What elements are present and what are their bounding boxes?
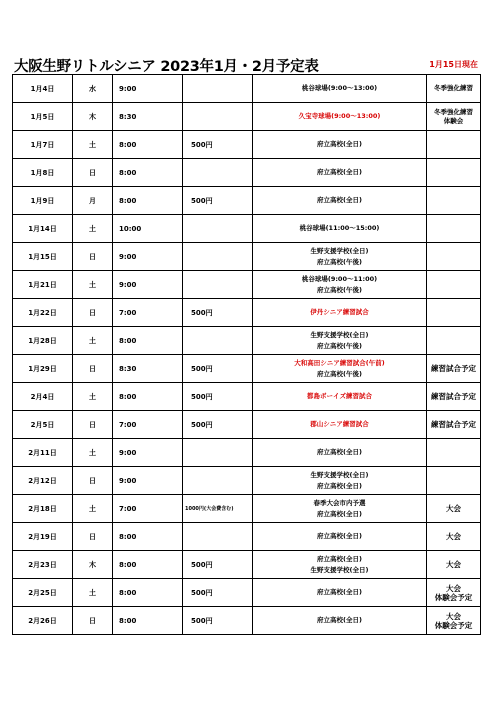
fee-cell: [183, 103, 253, 131]
title-row: [12, 54, 480, 74]
weekday-cell: 土: [73, 383, 113, 411]
location-line: 大和高田シニア練習試合(午前): [294, 358, 385, 367]
location-line: 郡山シニア練習試合: [310, 420, 369, 428]
location-line: 生野支援学校(全日): [310, 246, 369, 255]
meet-time-cell: 7:00: [113, 411, 183, 439]
table-row: [13, 579, 481, 607]
location-line: 府立高校(全日): [317, 481, 362, 490]
location-cell: [253, 467, 427, 495]
date-cell: 1月29日: [13, 355, 73, 383]
table-row: [13, 439, 481, 467]
table-row: [13, 75, 481, 103]
table-row: [13, 551, 481, 579]
remark-line: 練習試合予定: [431, 392, 476, 401]
location-line: 府立高校(全日): [317, 140, 362, 148]
table-row: [13, 355, 481, 383]
remarks-cell: [427, 495, 481, 523]
remarks-cell: [427, 271, 481, 299]
remarks-cell: [427, 159, 481, 187]
fee-cell: 1000円(大会費含む): [183, 495, 253, 523]
fee-cell: 500円: [183, 607, 253, 635]
location-line: 府立高校(全日): [317, 196, 362, 204]
location-line: 府立高校(全日): [317, 168, 362, 176]
meet-time-cell: 8:00: [113, 579, 183, 607]
weekday-cell: 日: [73, 467, 113, 495]
location-cell: [253, 579, 427, 607]
weekday-cell: 日: [73, 243, 113, 271]
schedule-title: 大阪生野リトルシニア 2023年1月・2月予定表: [14, 59, 319, 75]
weekday-cell: 木: [73, 103, 113, 131]
date-cell: 1月4日: [13, 75, 73, 103]
table-row: [13, 187, 481, 215]
table-row: [13, 523, 481, 551]
location-cell: [253, 523, 427, 551]
remarks-cell: [427, 75, 481, 103]
location-line: 桃谷球場(9:00～11:00): [301, 274, 378, 283]
schedule-table: [12, 74, 481, 635]
location-cell: [253, 355, 427, 383]
location-cell: [253, 327, 427, 355]
location-line: 府立高校(午後): [317, 369, 362, 378]
fee-cell: 500円: [183, 131, 253, 159]
date-cell: 2月4日: [13, 383, 73, 411]
location-line: 府立高校(午後): [317, 285, 362, 294]
fee-cell: 500円: [183, 187, 253, 215]
table-row: [13, 215, 481, 243]
fee-cell: [183, 467, 253, 495]
location-cell: [253, 551, 427, 579]
location-cell: [253, 187, 427, 215]
location-line: 生野支援学校(全日): [310, 330, 369, 339]
remark-line: 体験会予定: [434, 592, 473, 602]
remarks-cell: [427, 299, 481, 327]
schedule-sheet: [12, 54, 480, 635]
table-row: [13, 131, 481, 159]
fee-cell: [183, 159, 253, 187]
meet-time-cell: 9:00: [113, 271, 183, 299]
weekday-cell: 土: [73, 271, 113, 299]
remarks-cell: [427, 523, 481, 551]
location-line: 府立高校(全日): [317, 448, 362, 456]
date-cell: 1月8日: [13, 159, 73, 187]
remarks-cell: [427, 103, 481, 131]
weekday-cell: 日: [73, 355, 113, 383]
weekday-cell: 日: [73, 411, 113, 439]
location-cell: [253, 103, 427, 131]
location-cell: [253, 159, 427, 187]
table-row: [13, 467, 481, 495]
location-cell: [253, 271, 427, 299]
date-cell: 1月9日: [13, 187, 73, 215]
date-cell: 2月25日: [13, 579, 73, 607]
remark-line: 練習試合予定: [431, 364, 476, 373]
remark-line: 大会: [446, 504, 461, 513]
fee-cell: 500円: [183, 355, 253, 383]
date-cell: 2月5日: [13, 411, 73, 439]
meet-time-cell: 8:00: [113, 383, 183, 411]
location-line: 桃谷球場(11:00～15:00): [299, 224, 380, 232]
remarks-cell: [427, 439, 481, 467]
table-row: [13, 495, 481, 523]
remark-line: 練習試合予定: [431, 420, 476, 429]
remark-line: 大会: [446, 560, 461, 569]
location-cell: [253, 243, 427, 271]
fee-cell: 500円: [183, 299, 253, 327]
remarks-cell: [427, 607, 481, 635]
location-cell: [253, 495, 427, 523]
location-cell: [253, 131, 427, 159]
remarks-cell: [427, 467, 481, 495]
meet-time-cell: 8:30: [113, 355, 183, 383]
date-cell: 2月26日: [13, 607, 73, 635]
table-row: [13, 271, 481, 299]
meet-time-cell: 9:00: [113, 75, 183, 103]
fee-cell: 500円: [183, 579, 253, 607]
remarks-cell: [427, 243, 481, 271]
date-cell: 1月22日: [13, 299, 73, 327]
location-cell: [253, 439, 427, 467]
location-line: 生野支援学校(全日): [310, 470, 369, 479]
meet-time-cell: 8:00: [113, 131, 183, 159]
weekday-cell: 土: [73, 579, 113, 607]
remarks-cell: [427, 327, 481, 355]
table-row: [13, 103, 481, 131]
location-line: 生野支援学校(全日): [310, 565, 369, 574]
meet-time-cell: 9:00: [113, 243, 183, 271]
weekday-cell: 土: [73, 495, 113, 523]
remarks-cell: [427, 187, 481, 215]
fee-cell: 500円: [183, 383, 253, 411]
location-line: 府立高校(全日): [317, 509, 362, 518]
table-row: [13, 383, 481, 411]
fee-cell: [183, 523, 253, 551]
as-of-date: 1月15日現在: [429, 60, 478, 69]
location-cell: [253, 75, 427, 103]
table-row: [13, 607, 481, 635]
fee-cell: 500円: [183, 411, 253, 439]
remarks-cell: [427, 579, 481, 607]
table-row: [13, 159, 481, 187]
location-line: 桃谷球場(9:00～13:00): [301, 84, 378, 92]
remark-line: 大会: [446, 532, 461, 541]
table-row: [13, 243, 481, 271]
location-cell: [253, 299, 427, 327]
location-cell: [253, 383, 427, 411]
location-line: 府立高校(午後): [317, 341, 362, 350]
remarks-cell: [427, 411, 481, 439]
fee-cell: [183, 243, 253, 271]
location-line: 府立高校(全日): [317, 616, 362, 624]
weekday-cell: 水: [73, 75, 113, 103]
schedule-body: [13, 75, 481, 635]
location-cell: [253, 215, 427, 243]
remarks-cell: [427, 383, 481, 411]
date-cell: 2月11日: [13, 439, 73, 467]
location-cell: [253, 411, 427, 439]
date-cell: 1月15日: [13, 243, 73, 271]
remark-line: 冬季強化練習: [434, 84, 473, 92]
location-line: 府立高校(全日): [317, 532, 362, 540]
remarks-cell: [427, 131, 481, 159]
date-cell: 2月18日: [13, 495, 73, 523]
meet-time-cell: 8:00: [113, 327, 183, 355]
location-line: 久宝寺球場(9:00～13:00): [298, 112, 381, 120]
fee-cell: [183, 75, 253, 103]
meet-time-cell: 8:30: [113, 103, 183, 131]
meet-time-cell: 7:00: [113, 299, 183, 327]
weekday-cell: 日: [73, 159, 113, 187]
weekday-cell: 木: [73, 551, 113, 579]
meet-time-cell: 8:00: [113, 159, 183, 187]
weekday-cell: 土: [73, 215, 113, 243]
remark-line: 冬季強化練習: [434, 107, 473, 116]
meet-time-cell: 8:00: [113, 523, 183, 551]
meet-time-cell: 8:00: [113, 551, 183, 579]
location-line: 府立高校(全日): [317, 588, 362, 596]
date-cell: 1月7日: [13, 131, 73, 159]
table-row: [13, 327, 481, 355]
fee-cell: [183, 215, 253, 243]
weekday-cell: 日: [73, 607, 113, 635]
remark-line: 大会: [446, 583, 461, 593]
date-cell: 1月28日: [13, 327, 73, 355]
date-cell: 2月19日: [13, 523, 73, 551]
remarks-cell: [427, 355, 481, 383]
meet-time-cell: 10:00: [113, 215, 183, 243]
weekday-cell: 土: [73, 327, 113, 355]
location-line: 府立高校(午後): [317, 257, 362, 266]
remarks-cell: [427, 215, 481, 243]
location-cell: [253, 607, 427, 635]
meet-time-cell: 9:00: [113, 467, 183, 495]
remarks-cell: [427, 551, 481, 579]
weekday-cell: 月: [73, 187, 113, 215]
table-row: [13, 299, 481, 327]
date-cell: 1月14日: [13, 215, 73, 243]
weekday-cell: 土: [73, 131, 113, 159]
location-line: 府立高校(全日): [317, 554, 362, 563]
weekday-cell: 土: [73, 439, 113, 467]
remark-line: 体験会: [443, 116, 464, 125]
remark-line: 大会: [446, 611, 461, 621]
fee-cell: [183, 327, 253, 355]
weekday-cell: 日: [73, 523, 113, 551]
table-row: [13, 411, 481, 439]
remark-line: 体験会予定: [434, 620, 473, 630]
date-cell: 2月23日: [13, 551, 73, 579]
fee-cell: [183, 271, 253, 299]
weekday-cell: 日: [73, 299, 113, 327]
date-cell: 1月21日: [13, 271, 73, 299]
location-line: 伊丹シニア練習試合: [310, 308, 369, 316]
fee-cell: 500円: [183, 551, 253, 579]
meet-time-cell: 9:00: [113, 439, 183, 467]
date-cell: 1月5日: [13, 103, 73, 131]
meet-time-cell: 7:00: [113, 495, 183, 523]
fee-cell: [183, 439, 253, 467]
meet-time-cell: 8:00: [113, 187, 183, 215]
location-line: 都島ボーイズ練習試合: [307, 392, 372, 400]
location-line: 春季大会市内予選: [313, 498, 366, 507]
meet-time-cell: 8:00: [113, 607, 183, 635]
date-cell: 2月12日: [13, 467, 73, 495]
